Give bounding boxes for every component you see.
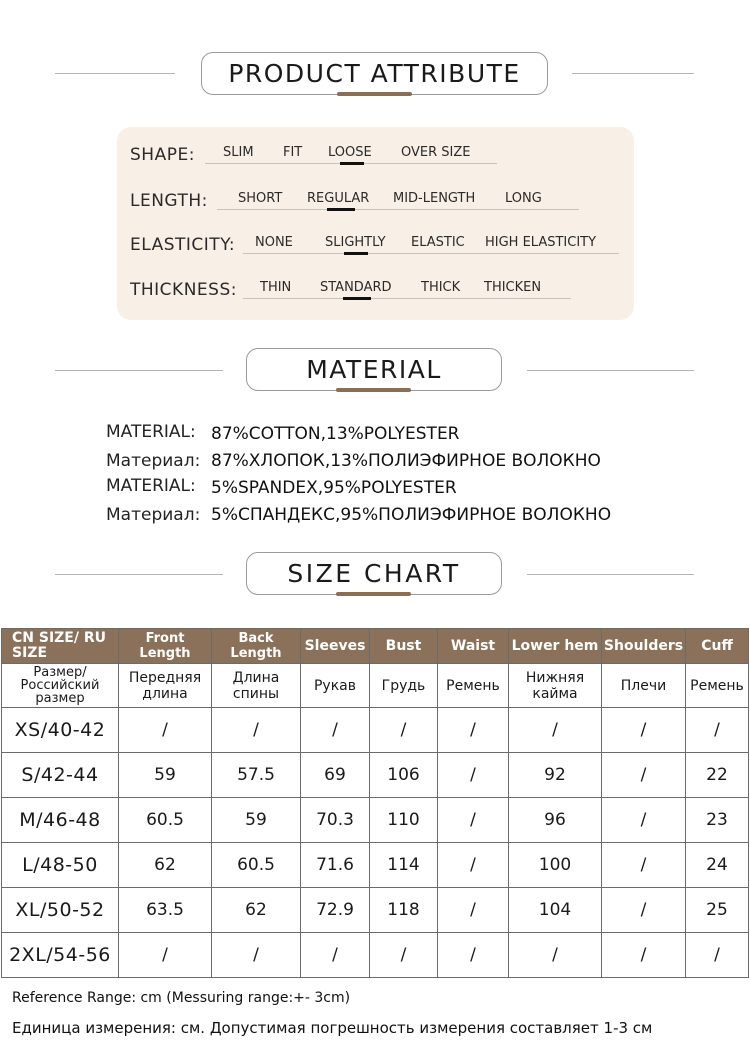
material-label: MATERIAL:	[106, 476, 196, 496]
size-label-cell: XS/40-42	[2, 708, 119, 753]
header-pill	[246, 552, 502, 595]
attribute-label: ELASTICITY:	[130, 235, 236, 255]
attribute-option-selected: LOOSE	[328, 145, 372, 160]
measurement-cell: /	[438, 888, 509, 933]
table-row	[2, 708, 749, 753]
attribute-option: NONE	[255, 235, 293, 250]
column-header-ru: Рукав	[301, 664, 370, 708]
attribute-option: THIN	[260, 280, 292, 295]
measurement-cell: 110	[370, 798, 438, 843]
attribute-option: LONG	[505, 191, 542, 206]
measurement-cell: /	[686, 708, 749, 753]
header-pill	[201, 52, 548, 95]
material-line	[0, 476, 750, 502]
column-header-ru: Ремень	[438, 664, 509, 708]
attribute-label: SHAPE:	[130, 145, 195, 165]
attribute-option: FIT	[283, 145, 303, 160]
measurement-cell: 69	[301, 753, 370, 798]
attribute-option: OVER SIZE	[401, 145, 471, 160]
column-header-ru: Плечи	[602, 664, 686, 708]
measurement-cell: 62	[119, 843, 212, 888]
attribute-row-thickness	[117, 274, 634, 304]
measurement-cell: /	[602, 843, 686, 888]
attribute-row-length	[117, 185, 634, 215]
material-line	[0, 451, 750, 477]
column-header: Bust	[370, 629, 438, 664]
table-row	[2, 798, 749, 843]
column-header-ru: Ремень	[686, 664, 749, 708]
attribute-option: THICKEN	[484, 280, 542, 295]
attribute-label: LENGTH:	[130, 191, 208, 211]
column-header: Lower hem	[509, 629, 602, 664]
header-underline	[337, 92, 412, 96]
attribute-row-shape	[117, 139, 634, 169]
attribute-panel	[117, 127, 634, 320]
selected-marker	[343, 297, 371, 300]
size-chart-header	[0, 552, 750, 597]
material-line	[0, 422, 750, 448]
header-rule-left	[55, 574, 223, 575]
measurement-cell: 114	[370, 843, 438, 888]
attribute-option: HIGH ELASTICITY	[485, 235, 597, 250]
size-label-cell: M/46-48	[2, 798, 119, 843]
material-label: MATERIAL:	[106, 422, 196, 442]
size-chart-table	[1, 628, 749, 978]
attribute-row-elasticity	[117, 229, 634, 259]
measurement-cell: /	[370, 708, 438, 753]
header-rule-right	[527, 370, 694, 371]
attribute-option: SLIM	[223, 145, 254, 160]
measurement-cell: /	[119, 933, 212, 978]
measurement-cell: 118	[370, 888, 438, 933]
measurement-cell: 92	[509, 753, 602, 798]
measurement-cell: /	[602, 753, 686, 798]
attribute-option-selected: SLIGHTLY	[325, 235, 386, 250]
attribute-option: ELASTIC	[411, 235, 465, 250]
material-value: 5%SPANDEX,95%POLYESTER	[211, 478, 457, 498]
header-pill	[246, 348, 502, 391]
attribute-option-selected: REGULAR	[307, 191, 370, 206]
attribute-option: THICK	[421, 280, 461, 295]
measurement-cell: /	[370, 933, 438, 978]
measurement-cell: 57.5	[212, 753, 301, 798]
measurement-cell: /	[686, 933, 749, 978]
measurement-cell: /	[602, 888, 686, 933]
attribute-option-selected: STANDARD	[320, 280, 392, 295]
size-label-cell: S/42-44	[2, 753, 119, 798]
measurement-cell: 100	[509, 843, 602, 888]
measurement-cell: /	[212, 708, 301, 753]
selected-marker	[344, 252, 368, 255]
measurement-cell: /	[119, 708, 212, 753]
column-header-ru: Нижняя кайма	[509, 664, 602, 708]
measurement-cell: /	[509, 933, 602, 978]
column-header: Cuff	[686, 629, 749, 664]
column-header: Sleeves	[301, 629, 370, 664]
material-value: 87%ХЛОПОК,13%ПОЛИЭФИРНОЕ ВОЛОКНО	[211, 451, 601, 471]
size-label-cell: 2XL/54-56	[2, 933, 119, 978]
header-rule-right	[527, 574, 694, 575]
measurement-cell: 22	[686, 753, 749, 798]
size-label-cell: L/48-50	[2, 843, 119, 888]
attribute-option: MID-LENGTH	[393, 191, 476, 206]
column-header-ru: Размер/ Российский размер	[2, 664, 119, 708]
header-row-english	[2, 629, 749, 664]
measurement-cell: /	[602, 708, 686, 753]
material-label: Материал:	[106, 451, 201, 471]
column-header: Shoulders	[602, 629, 686, 664]
measurement-cell: /	[602, 798, 686, 843]
attribute-label: THICKNESS:	[130, 280, 237, 300]
column-header-ru: Длина спины	[212, 664, 301, 708]
selected-marker	[327, 208, 355, 211]
measurement-cell: 25	[686, 888, 749, 933]
measurement-cell: 71.6	[301, 843, 370, 888]
footnote-russian: Единица измерения: см. Допустимая погрешность измерения составляет 1-3 см	[12, 1019, 653, 1037]
table-row	[2, 933, 749, 978]
column-header-ru: Грудь	[370, 664, 438, 708]
section-title: SIZE CHART	[287, 559, 461, 588]
selected-marker	[340, 162, 364, 165]
section-title: MATERIAL	[306, 355, 442, 384]
material-value: 5%СПАНДЕКС,95%ПОЛИЭФИРНОЕ ВОЛОКНО	[211, 505, 612, 525]
measurement-cell: 60.5	[212, 843, 301, 888]
measurement-cell: 96	[509, 798, 602, 843]
column-header: Front Length	[119, 629, 212, 664]
header-rule-left	[55, 73, 175, 74]
header-underline	[336, 592, 411, 596]
measurement-cell: /	[301, 708, 370, 753]
size-label-cell: XL/50-52	[2, 888, 119, 933]
measurement-cell: 70.3	[301, 798, 370, 843]
measurement-cell: /	[438, 843, 509, 888]
measurement-cell: 63.5	[119, 888, 212, 933]
measurement-cell: 60.5	[119, 798, 212, 843]
header-rule-left	[55, 370, 223, 371]
product-attribute-header	[0, 52, 750, 97]
table-row	[2, 888, 749, 933]
measurement-cell: /	[438, 798, 509, 843]
measurement-cell: 62	[212, 888, 301, 933]
measurement-cell: /	[509, 708, 602, 753]
header-row-russian	[2, 664, 749, 708]
measurement-cell: 59	[212, 798, 301, 843]
measurement-cell: /	[602, 933, 686, 978]
attribute-option: SHORT	[238, 191, 283, 206]
measurement-cell: 72.9	[301, 888, 370, 933]
measurement-cell: 106	[370, 753, 438, 798]
column-header: Back Length	[212, 629, 301, 664]
material-line	[0, 505, 750, 531]
column-header-ru: Передняя длина	[119, 664, 212, 708]
material-header	[0, 348, 750, 393]
measurement-cell: /	[301, 933, 370, 978]
measurement-cell: /	[438, 753, 509, 798]
measurement-cell: /	[212, 933, 301, 978]
measurement-cell: 59	[119, 753, 212, 798]
table-row	[2, 753, 749, 798]
measurement-cell: /	[438, 708, 509, 753]
measurement-cell: 24	[686, 843, 749, 888]
header-underline	[336, 388, 411, 392]
material-value: 87%COTTON,13%POLYESTER	[211, 424, 460, 444]
header-rule-right	[572, 73, 694, 74]
footnote-english: Reference Range: cm (Messuring range:+- 3cm)	[12, 990, 351, 1006]
material-label: Материал:	[106, 505, 201, 525]
section-title: PRODUCT ATTRIBUTE	[228, 59, 521, 88]
measurement-cell: 23	[686, 798, 749, 843]
column-header: CN SIZE/ RU SIZE	[2, 629, 119, 664]
measurement-cell: 104	[509, 888, 602, 933]
table-row	[2, 843, 749, 888]
measurement-cell: /	[438, 933, 509, 978]
column-header: Waist	[438, 629, 509, 664]
